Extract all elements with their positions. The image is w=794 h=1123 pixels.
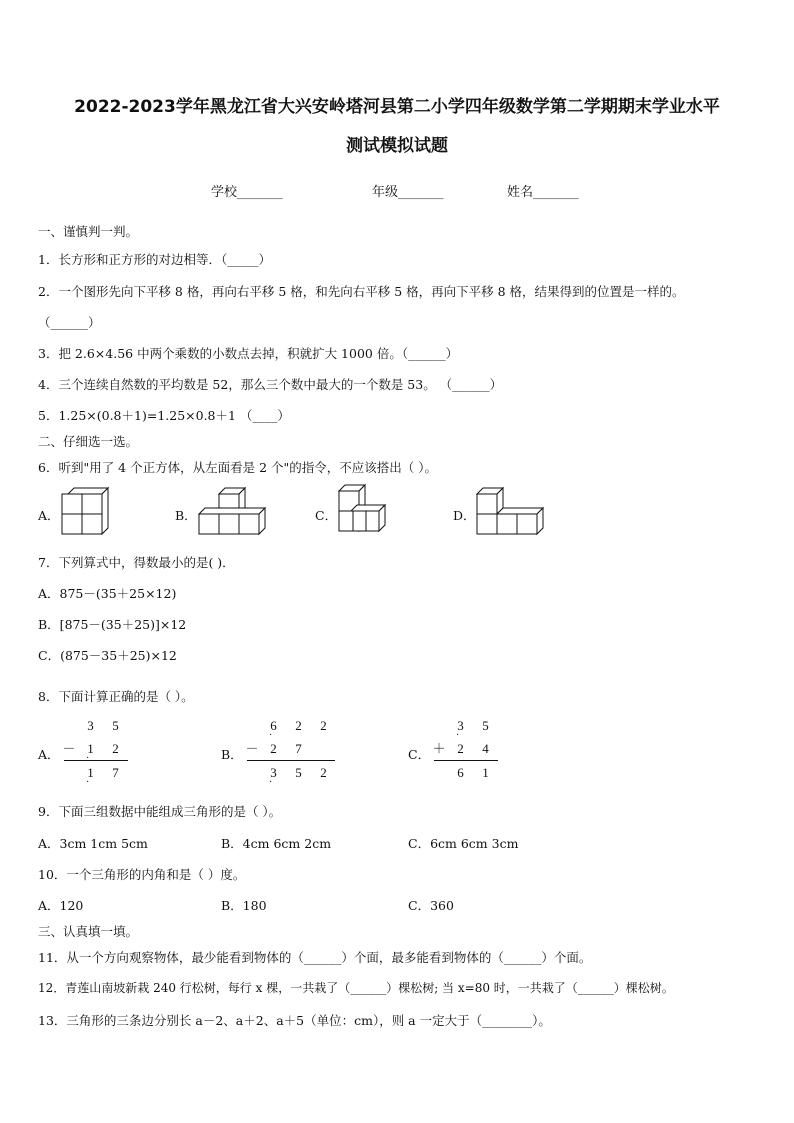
question-9: 9．下面三组数据中能组成三角形的是（ ）。 [38,804,282,819]
q8-option-c-calc [430,714,498,784]
question-13: 13．三角形的三条边分别长 a－2、a＋2、a＋5（单位：cm），则 a 一定大于（________）。 [38,1013,551,1028]
question-3: 3．把 2.6×4.56 中两个乘数的小数点去掉，积就扩大 1000 倍。（______） [38,346,459,361]
digit: 7 [295,741,302,756]
digit: 6 · [261,714,286,737]
grade-field: 年级_______ [372,185,444,200]
q6-option-d-figure [477,488,545,534]
digit: 1 · [78,737,103,760]
digit: 5 [112,718,119,733]
minus-sign: － [245,741,259,756]
q6-option-a-label: A． [38,508,60,523]
digit: 5 [295,765,302,780]
q7-option-a: A．875－(35＋25×12) [38,586,177,601]
q8-option-a-label: A． [38,747,60,762]
q6-option-b-label: B． [175,508,197,523]
digit: 2 [457,741,464,756]
question-5: 5．1.25×(0.8＋1)=1.25×0.8＋1 （____） [38,408,290,423]
q8-option-c-label: C． [408,747,431,762]
q6-option-c-figure [339,485,387,533]
q8-option-a-calc [60,714,128,784]
school-field: 学校_______ [211,185,283,200]
question-11: 11．从一个方向观察物体，最少能看到物体的（______）个面，最多能看到物体的（______）个面。 [38,950,592,965]
digit: 1 [482,765,489,780]
exam-title-line1: 2022-2023学年黑龙江省大兴安岭塔河县第二小学四年级数学第二学期期末学业水平 [74,97,720,117]
digit: 2 [320,765,327,780]
digit: 7 [112,765,119,780]
q7-option-b: B．[875－(35＋25)]×12 [38,617,187,632]
section-2-heading: 二、仔细选一选。 [38,434,139,449]
section-3-heading: 三、认真填一填。 [38,924,139,939]
digit: 3 [87,718,94,733]
q10-option-b: B．180 [221,898,267,913]
minus-sign: － [62,741,76,756]
question-1: 1．长方形和正方形的对边相等．（_____） [38,252,271,267]
q7-option-c: C．(875－35＋25)×12 [38,648,177,663]
digit: 2 [112,741,119,756]
digit: 1 · [78,761,103,784]
digit: 2 [320,718,327,733]
question-12: 12．青莲山南坡新栽 240 行松树，每行 x 棵，一共栽了（______）棵松树; 当 x=80 时，一共栽了（______）棵松树。 [38,981,674,995]
q9-option-b: B．4cm 6cm 2cm [221,836,332,851]
q9-option-a: A．3cm 1cm 5cm [38,836,148,851]
digit: 6 [457,765,464,780]
digit: 4 [482,741,489,756]
digit: 3 · [448,714,473,737]
q9-option-c: C．6cm 6cm 3cm [408,836,519,851]
plus-sign: ＋ [432,741,446,756]
digit: 2 [295,718,302,733]
question-2: 2．一个图形先向下平移 8 格，再向右平移 5 格，和先向右平移 5 格，再向下平移 8 格，结果得到的位置是一样的。 [38,284,685,299]
question-7: 7．下列算式中，得数最小的是( )． [38,555,235,570]
digit: 5 [482,718,489,733]
digit: 3 · [261,761,286,784]
q10-option-c: C．360 [408,898,454,913]
q8-option-b-calc [243,714,336,784]
question-6: 6．听到"用了 4 个正方体，从左面看是 2 个"的指令，不应该搭出（ ）。 [38,460,437,475]
section-1-heading: 一、谨慎判一判。 [38,224,139,239]
question-4: 4．三个连续自然数的平均数是 52，那么三个数中最大的一个数是 53。 （______） [38,377,503,392]
question-8: 8．下面计算正确的是（ ）。 [38,689,194,704]
q8-option-b-label: B． [221,747,243,762]
q6-option-d-label: D． [453,508,476,523]
q6-option-b-figure [199,488,267,534]
question-2-blank: （______） [38,315,101,330]
digit: 2 [270,741,277,756]
name-field: 姓名_______ [507,185,579,200]
exam-title-line2: 测试模拟试题 [346,136,448,156]
q10-option-a: A．120 [38,898,84,913]
q6-option-a-figure [62,488,108,534]
question-10: 10．一个三角形的内角和是（ ）度。 [38,867,246,882]
q6-option-c-label: C． [315,508,338,523]
